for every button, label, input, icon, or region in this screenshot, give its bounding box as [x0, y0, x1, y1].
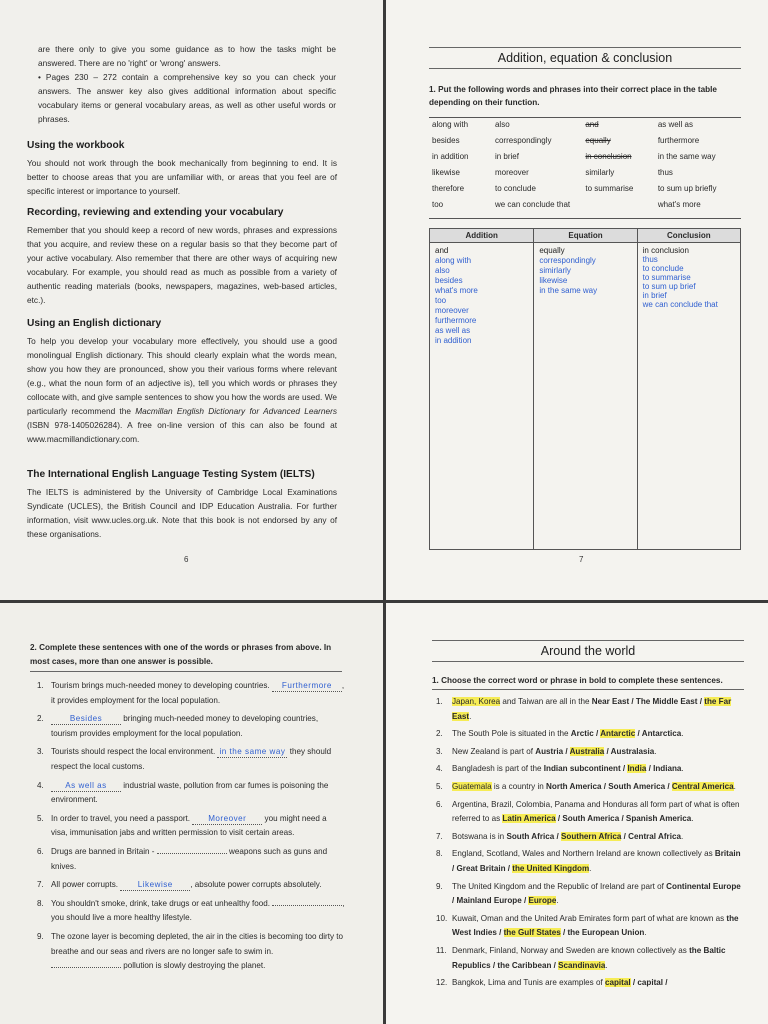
word-bank-cell	[582, 198, 654, 214]
question-item	[436, 695, 744, 724]
word-bank-row	[429, 182, 741, 198]
conclusion-list	[638, 243, 740, 312]
item-text: Bangladesh is part of the Indian subcontinent / India / Indiana.	[452, 764, 684, 774]
addition-column	[430, 229, 534, 549]
item-text	[51, 779, 345, 808]
item-text-before: Tourism brings much-needed money to developing countries.	[51, 681, 270, 690]
word-bank-cell: therefore	[432, 184, 465, 193]
exercise-item	[37, 779, 345, 808]
word-bank-row	[429, 166, 741, 182]
item-text: New Zealand is part of Austria / Australia / Australasia.	[452, 746, 657, 756]
addition-list	[430, 243, 533, 349]
item-text	[51, 745, 345, 774]
word-bank-cell: we can conclude that	[494, 200, 571, 209]
item-number: 2.	[436, 729, 443, 739]
exercise-item	[37, 930, 345, 974]
item-number: 7.	[37, 880, 44, 890]
addition-item: also	[435, 266, 450, 275]
conclusion-header: Conclusion	[638, 229, 740, 243]
word-bank-row	[429, 198, 741, 214]
addition-item: as well as	[435, 326, 471, 335]
exercise-item	[37, 897, 345, 926]
word-bank-cell: along with	[432, 120, 469, 129]
equation-item: in the same way	[539, 286, 598, 295]
addition-header: Addition	[430, 229, 533, 243]
dictionary-text	[27, 334, 337, 446]
item-text	[51, 897, 345, 926]
dictionary-title: Macmillan English Dictionary for Advanced Learners	[135, 406, 337, 416]
item-text-before: The ozone layer is becoming depleted, the air in the cities is becoming too dirty to breathe and our seas and rivers are no longer safe to swim in.	[51, 931, 343, 956]
item-text-before: Drugs are banned in Britain -	[51, 846, 155, 856]
item-number: 2.	[37, 714, 44, 724]
word-bank-cell: to summarise	[585, 184, 634, 193]
question-item	[436, 944, 744, 973]
item-text: England, Scotland, Wales and Northern Ireland are known collectively as Britain / Great Britain / the United Kingdom.	[452, 849, 741, 873]
exercise-item	[37, 712, 345, 741]
exercise-2-list	[37, 679, 345, 978]
function-table	[429, 228, 741, 550]
word-bank-cell: to conclude	[494, 184, 536, 193]
word-bank-cell: correspondingly	[494, 136, 552, 145]
word-bank-row	[429, 134, 741, 150]
item-number: 4.	[436, 764, 443, 774]
item-number: 6.	[37, 846, 44, 856]
exercise-item	[37, 845, 345, 874]
item-text: Kuwait, Oman and the United Arab Emirates form part of what are known as the West Indies / the Gulf States / the European Union.	[452, 913, 739, 938]
question-item	[436, 847, 744, 876]
item-text	[51, 812, 345, 841]
heading-ielts: The International English Language Testing System (IELTS)	[27, 469, 315, 480]
item-number: 5.	[37, 813, 44, 823]
item-text-after: bringing much-needed money to developing countries, tourism provides employment for the local population.	[51, 714, 319, 738]
word-bank-cell: too	[432, 200, 444, 209]
heading-dictionary: Using an English dictionary	[27, 318, 162, 329]
addition-item: and	[435, 246, 449, 255]
answer-blank[interactable]: in the same way	[217, 747, 287, 758]
exercise-item	[37, 679, 345, 708]
item-number: 1.	[37, 681, 44, 690]
question-item	[436, 780, 744, 795]
item-text-after: industrial waste, pollution from car fumes is poisoning the environment.	[51, 780, 329, 805]
item-text-after: you might need a visa, immunisation jabs and written permission to visit certain areas.	[51, 813, 327, 838]
ielts-text: The IELTS is administered by the University of Cambridge Local Examinations Syndicate (UCLES), the British Council and IDP Education Australia. For further information, visit www.ucles.org.uk. Note that this book is not endorsed by any of these organisations.	[27, 487, 337, 539]
item-number: 8.	[436, 849, 443, 859]
heading-recording: Recording, reviewing and extending your vocabulary	[27, 207, 284, 218]
word-bank-cell: likewise	[432, 168, 461, 177]
item-text-before: Tourists should respect the local environment.	[51, 747, 216, 757]
question-item	[436, 798, 744, 827]
exercise-item	[37, 812, 345, 841]
word-bank-cell: as well as	[657, 120, 693, 129]
item-text-before: You shouldn't smoke, drink, take drugs or eat unhealthy food.	[51, 898, 271, 908]
answer-blank[interactable]: Moreover	[192, 814, 262, 825]
recording-text: Remember that you should keep a record of new words, phrases and expressions that you acquire, and review these on a regular basis so that they become part of your active vocabulary. Also remember that there are other ways of acquiring new vocabulary. For example, you should read as much as possible from a variety of authentic reading materials (books, newspapers, magazines, web-based articles, etc.).	[27, 225, 337, 305]
item-text	[51, 845, 345, 874]
intro-line-1: are there only to give you some guidance as to how the tasks might be answered. There are no 'right' or 'wrong' answers.	[38, 44, 336, 68]
word-bank-cell: equally	[585, 136, 611, 145]
word-bank-cell: in the same way	[657, 152, 716, 161]
item-text	[51, 679, 345, 708]
heading-workbook: Using the workbook	[27, 140, 125, 151]
around-world-instruction: 1. Choose the correct word or phrase in bold to complete these sentences.	[432, 676, 744, 690]
addition-item: along with	[435, 256, 472, 265]
word-bank-cell: and	[585, 120, 599, 129]
item-number: 3.	[436, 746, 443, 756]
dictionary-text-a: To help you develop your vocabulary more effectively, you should use a good monolingual English dictionary. This should clearly explain what the words mean, show you how they are pronounced, show you their various forms where relevant (e.g., what the noun form of an adjective is), tell you which words or phrases they collocate with, and give sample sentences to show you how the words are used. We particularly recommend the	[27, 336, 337, 416]
conclusion-item: we can conclude that	[642, 300, 718, 309]
item-text-after: , you should live a more healthy lifestyle.	[51, 898, 345, 923]
item-text-after: , absolute power corrupts absolutely.	[190, 880, 322, 890]
item-number: 8.	[37, 898, 44, 908]
word-bank-cell: besides	[432, 136, 460, 145]
conclusion-item: in brief	[642, 291, 667, 300]
item-number: 7.	[436, 831, 443, 841]
word-bank-cell: furthermore	[657, 136, 700, 145]
item-text-before: All power corrupts.	[51, 880, 119, 890]
item-number: 6.	[436, 799, 443, 809]
word-bank-cell: also	[494, 120, 510, 129]
question-item	[436, 912, 744, 941]
item-text: Argentina, Brazil, Colombia, Panama and Honduras all form part of what is often referred to as Latin America / South America / Spanish America.	[452, 799, 740, 824]
item-text: Botswana is in South Africa / Southern Africa / Central Africa.	[452, 831, 684, 841]
item-text-after: weapons such as guns and knives.	[51, 846, 328, 871]
item-number: 5.	[436, 781, 443, 791]
equation-header: Equation	[534, 229, 636, 243]
equation-item: equally	[539, 246, 565, 255]
conclusion-item: in conclusion	[642, 246, 689, 255]
exercise-item	[37, 878, 345, 893]
question-item	[436, 727, 744, 742]
addition-item: too	[435, 296, 447, 305]
item-text: Guatemala is a country in North America / South America / Central America.	[452, 781, 736, 791]
word-bank-row	[429, 150, 741, 166]
word-bank-cell: what's more	[657, 200, 701, 209]
addition-item: in addition	[435, 336, 472, 345]
conclusion-item: to conclude	[642, 264, 684, 273]
equation-item: correspondingly	[539, 256, 596, 265]
word-bank-cell: thus	[657, 168, 673, 177]
word-bank-cell: in brief	[494, 152, 519, 161]
around-world-list	[436, 695, 744, 994]
item-text: Bangkok, Lima and Tunis are examples of capital / capital /	[452, 978, 668, 988]
item-text-after: pollution is slowly destroying the planet.	[121, 961, 266, 971]
conclusion-item: to summarise	[642, 273, 691, 282]
item-text: Japan, Korea and Taiwan are all in the Near East / The Middle East / the Far East.	[452, 697, 732, 721]
item-number: 1.	[436, 697, 443, 706]
word-bank-cell: in addition	[432, 152, 469, 161]
dictionary-text-b: (ISBN 978-1405026284). A free on-line version of this can also be found at www.macmillandictionary.com.	[27, 420, 337, 444]
conclusion-column	[638, 229, 740, 549]
answer-blank[interactable]: Besides	[51, 714, 121, 725]
item-number: 3.	[37, 747, 44, 757]
page-9	[386, 603, 768, 1024]
page-number-7: 7	[579, 555, 584, 564]
conclusion-item: thus	[642, 255, 658, 264]
item-number: 12.	[436, 978, 448, 988]
item-number: 4.	[37, 780, 44, 790]
item-number: 11.	[436, 945, 447, 955]
item-text	[51, 930, 345, 974]
intro-line-2: • Pages 230 – 272 contain a comprehensive key so you can check your answers. The answer key also gives additional information about specific vocabulary items or general vocabulary areas, as well as other useful words or phrases.	[38, 72, 336, 124]
item-text-after: they should respect the local customs.	[51, 747, 332, 771]
question-item	[436, 880, 744, 909]
word-bank-cell: to sum up briefly	[657, 184, 717, 193]
equation-item: likewise	[539, 276, 568, 285]
word-bank-cell: moreover	[494, 168, 529, 177]
page-6	[0, 0, 383, 600]
item-text-before: In order to travel, you need a passport.	[51, 813, 191, 823]
intro-text	[38, 42, 336, 126]
item-text: The South Pole is situated in the Arctic / Antarctic / Antarctica.	[452, 729, 684, 739]
page-7	[386, 0, 768, 600]
addition-item: besides	[435, 276, 463, 285]
conclusion-item: to sum up brief	[642, 282, 696, 291]
answer-blank[interactable]: Likewise	[120, 880, 190, 891]
exercise-item	[37, 745, 345, 774]
question-item	[436, 745, 744, 760]
word-bank-row	[429, 118, 741, 134]
question-item	[436, 976, 744, 991]
item-text	[51, 878, 322, 893]
item-text: The United Kingdom and the Republic of Ireland are part of Continental Europe / Mainland Europe / Europe.	[452, 881, 741, 906]
page-number-6: 6	[184, 555, 189, 564]
item-number: 9.	[37, 931, 44, 941]
question-item	[436, 830, 744, 845]
equation-list	[534, 243, 636, 299]
item-text-after: , it provides employment for the local population.	[51, 681, 345, 705]
addition-item: moreover	[435, 306, 469, 315]
section-title-addition: Addition, equation & conclusion	[429, 47, 741, 69]
word-bank-table	[429, 118, 741, 214]
answer-blank[interactable]: Furthermore	[272, 681, 342, 692]
question-item	[436, 762, 744, 777]
page-8	[0, 603, 383, 1024]
item-number: 10.	[436, 913, 448, 923]
item-text: Denmark, Finland, Norway and Sweden are known collectively as the Baltic Republics / the Caribbean / Scandinavia.	[452, 945, 726, 970]
addition-item: what's more	[435, 286, 478, 295]
answer-blank[interactable]	[272, 905, 342, 906]
equation-item: simirlarly	[539, 266, 571, 275]
exercise-2-instruction: 2. Complete these sentences with one of the words or phrases from above. In most cases, more than one answer is possible.	[30, 641, 342, 672]
equation-column	[534, 229, 637, 549]
answer-blank[interactable]: As well as	[51, 781, 121, 792]
word-bank-cell: in conclusion	[585, 152, 632, 161]
addition-item: furthermore	[435, 316, 477, 325]
item-text	[51, 712, 345, 741]
section-title-around-world: Around the world	[432, 640, 744, 662]
answer-blank[interactable]	[51, 967, 121, 968]
answer-blank[interactable]	[157, 853, 227, 854]
workbook-text: You should not work through the book mechanically from beginning to end. It is better to choose areas that you are unfamiliar with, or areas that you feel are of specific interest or importance to yourself.	[27, 158, 337, 196]
exercise-1-instruction: 1. Put the following words and phrases into their correct place in the table depending on their function.	[429, 85, 717, 107]
item-number: 9.	[436, 881, 443, 891]
word-bank-cell: similarly	[585, 168, 615, 177]
